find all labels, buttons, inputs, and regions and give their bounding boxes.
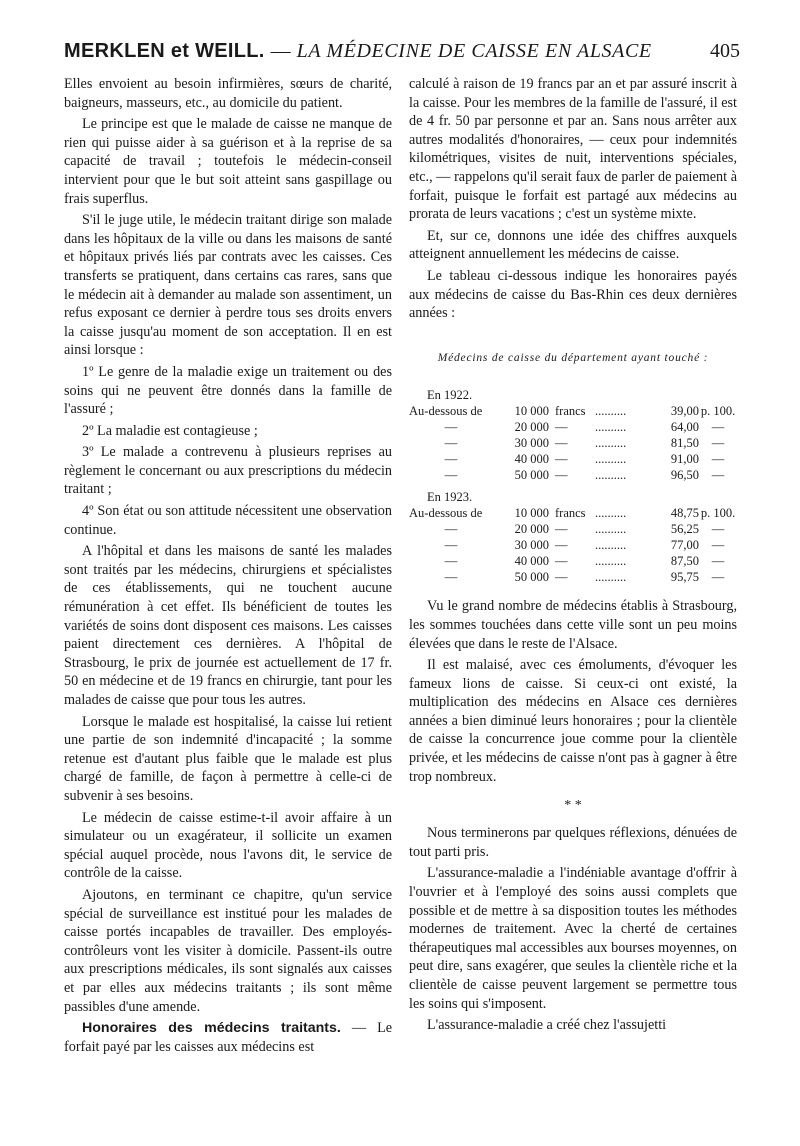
table-row bbox=[409, 537, 737, 553]
row-label-cell: Au-dessous de bbox=[409, 506, 483, 521]
suffix-cell: — bbox=[711, 436, 725, 451]
table-row bbox=[409, 553, 737, 569]
table-row bbox=[409, 505, 737, 521]
paragraph: Et, sur ce, donnons une idée des chiffres auxquels atteignent annuellement les médecins de caisse. bbox=[409, 227, 737, 263]
amount-cell: 50 000 bbox=[514, 468, 549, 483]
dot-leader-cell: .......... bbox=[595, 436, 627, 451]
section-text: Le forfait payé par les caisses aux médecins est bbox=[64, 1020, 393, 1055]
table-row bbox=[409, 419, 737, 435]
suffix-cell: p. 100. bbox=[700, 404, 736, 419]
dot-leader-cell: .......... bbox=[595, 538, 627, 553]
paragraph: Ajoutons, en terminant ce chapitre, qu'un service spécial de surveillance est institué pour les malades de caisse portés incapables de travailler. Des employés-contrôleurs vont les visiter à domicile. Passent-ils outre aux prescriptions médicales, ils sont signalés aux caisses et par elles aux médecins traitants ; ils sont même passibles d'une amende. bbox=[64, 886, 392, 1015]
suffix-cell: — bbox=[711, 538, 725, 553]
percentage-cell: 77,00 bbox=[670, 538, 699, 553]
section-heading-dash: — bbox=[351, 1020, 367, 1037]
dot-leader-cell: .......... bbox=[595, 522, 627, 537]
paragraph: Lorsque le malade est hospitalisé, la caisse lui retient une partie de son indemnité d'incapacité ; la somme retenue est d'autant plus faible que le malade est plus chargé de famille, de façon à permettre à celle-ci de subvenir à ses besoins. bbox=[64, 713, 392, 804]
suffix-cell: p. 100. bbox=[700, 506, 736, 521]
table-row bbox=[409, 521, 737, 537]
amount-cell: 10 000 bbox=[514, 506, 549, 521]
paragraph: Nous terminerons par quelques réflexions, dénuées de tout parti pris. bbox=[409, 825, 737, 860]
table-row bbox=[409, 467, 737, 483]
row-label-cell: — bbox=[444, 436, 458, 451]
unit-cell: — bbox=[555, 452, 568, 467]
table-row bbox=[409, 403, 737, 419]
percentage-cell: 48,75 bbox=[670, 506, 699, 521]
row-label-cell: — bbox=[444, 554, 458, 569]
suffix-cell: — bbox=[711, 452, 725, 467]
suffix-cell: — bbox=[711, 554, 725, 569]
list-item: 3º Le malade a contrevenu à plusieurs reprises au règlement le concernant ou aux prescriptions du médecin traitant ; bbox=[64, 444, 392, 498]
list-item: 4º Son état ou son attitude nécessitent une observation continue. bbox=[64, 503, 392, 538]
paragraph: Il est malaisé, avec ces émoluments, d'évoquer les fameux lions de caisse. Si ceux-ci ont existé, la multiplication des médecins en Alsace ces dernières années a bien diminué leurs honoraires ; pour la clientèle de caisse la concurrence joue comme pour la clientèle privée, et les médecins de caisse n'ont pas à gagner à être trop nombreux. bbox=[409, 657, 737, 785]
amount-cell: 40 000 bbox=[514, 452, 549, 467]
right-column bbox=[409, 75, 737, 1038]
percentage-cell: 64,00 bbox=[670, 420, 699, 435]
section-separator: * * bbox=[564, 798, 582, 814]
dot-leader-cell: .......... bbox=[595, 404, 627, 419]
paragraph: Le principe est que le malade de caisse ne manque de rien qui puisse aider à sa guérison et à la reprise de sa capacité de travail ; toutefois le médecin-conseil intervient pour que le but soit atteint sans gaspillage ou frais superflus. bbox=[64, 116, 392, 207]
section-paragraph bbox=[64, 1019, 392, 1056]
row-label-cell: Au-dessous de bbox=[409, 404, 483, 419]
amount-cell: 40 000 bbox=[514, 554, 549, 569]
unit-cell: — bbox=[555, 570, 568, 585]
row-label-cell: — bbox=[444, 570, 458, 585]
unit-cell: — bbox=[555, 436, 568, 451]
suffix-cell: — bbox=[711, 570, 725, 585]
table-row bbox=[409, 451, 737, 467]
paragraph: L'assurance-maladie a créé chez l'assujetti bbox=[427, 1017, 667, 1034]
left-column bbox=[64, 75, 392, 1059]
unit-cell: — bbox=[555, 538, 568, 553]
amount-cell: 30 000 bbox=[514, 436, 549, 451]
header-dash: — bbox=[270, 40, 291, 62]
percentage-cell: 96,50 bbox=[670, 468, 699, 483]
amount-cell: 20 000 bbox=[514, 420, 549, 435]
dot-leader-cell: .......... bbox=[595, 452, 627, 467]
percentage-cell: 39,00 bbox=[670, 404, 699, 419]
unit-cell: — bbox=[555, 554, 568, 569]
paragraph: Le médecin de caisse estime-t-il avoir affaire à un simulateur ou un exagérateur, il sollicite un examen spécial auquel procède, nous l'avons dit, le service de contrôle de la caisse. bbox=[64, 809, 392, 882]
table-row bbox=[409, 435, 737, 451]
table-year-label: En 1923. bbox=[427, 490, 473, 505]
percentage-cell: 87,50 bbox=[670, 554, 699, 569]
row-label-cell: — bbox=[444, 468, 458, 483]
dot-leader-cell: .......... bbox=[595, 468, 627, 483]
paragraph: A l'hôpital et dans les maisons de santé les malades sont traités par les médecins, chirurgiens et spécialistes de ces établissements, qui ne touchent aucune rémunération à cet effet. Ils bénéficient de toutes les variétés de soins dont disposent ces maisons. Les caisses paient directement ces dernières. A l'hôpital de Strasbourg, le prix de journée est actuellement de 17 fr. 50 en médecine et de 19 francs en chirurgie, tant pour les malades de caisse que pour tous les autres. bbox=[64, 543, 392, 708]
section-heading: Honoraires des médecins traitants. bbox=[82, 1020, 341, 1037]
suffix-cell: — bbox=[711, 468, 725, 483]
table-caption: Médecins de caisse du département ayant touché : bbox=[437, 351, 709, 364]
list-item: 2º La maladie est contagieuse ; bbox=[82, 422, 258, 439]
fees-table bbox=[409, 381, 737, 585]
suffix-cell: — bbox=[711, 522, 725, 537]
running-header bbox=[64, 38, 740, 64]
dot-leader-cell: .......... bbox=[595, 570, 627, 585]
paragraph: L'assurance-maladie a l'indéniable avantage d'offrir à l'ouvrier et à l'employé des soins aussi complets que possible et de mettre à sa disposition toutes les méthodes modernes de traitement. Avec la cherté de certaines thérapeutiques mal accessibles aux bourses moyennes, on peut dire, sans exagérer, que seules la clientèle riche et la clientèle de caisse peuvent largement se permettre tous les soins qui s'imposent. bbox=[409, 865, 737, 1012]
percentage-cell: 81,50 bbox=[670, 436, 699, 451]
amount-cell: 10 000 bbox=[514, 404, 549, 419]
paragraph: S'il le juge utile, le médecin traitant dirige son malade dans les hôpitaux de la ville ou dans les maisons de santé et hôpitaux privés liés par contrats avec les caisses. Ces transferts se pratiquent, dans certains cas rares, sans que le médecin ait à demander au malade son assentiment, un refus exposant ce dernier à perdre tous ses droits envers la caisse jusqu'au moment de son acceptation. Il en est ainsi lorsque : bbox=[64, 212, 392, 359]
page-number: 405 bbox=[710, 40, 740, 62]
paragraph: Le tableau ci-dessous indique les honoraires payés aux médecins de caisse du Bas-Rhin ces deux dernières années : bbox=[409, 267, 737, 322]
unit-cell: francs bbox=[555, 506, 586, 521]
table-year-row bbox=[409, 381, 737, 403]
header-authors: MERKLEN et WEILL. bbox=[64, 40, 265, 62]
suffix-cell: — bbox=[711, 420, 725, 435]
amount-cell: 30 000 bbox=[514, 538, 549, 553]
unit-cell: — bbox=[555, 522, 568, 537]
amount-cell: 50 000 bbox=[514, 570, 549, 585]
list-item: 1º Le genre de la maladie exige un traitement ou des soins qui ne peuvent être donnés dans la famille de l'assuré ; bbox=[64, 363, 392, 418]
row-label-cell: — bbox=[444, 522, 458, 537]
dot-leader-cell: .......... bbox=[595, 506, 627, 521]
table-year-label: En 1922. bbox=[427, 388, 473, 403]
dot-leader-cell: .......... bbox=[595, 420, 627, 435]
row-label-cell: — bbox=[444, 538, 458, 553]
paragraph: Elles envoient au besoin infirmières, sœurs de charité, baigneurs, masseurs, etc., au domicile du patient. bbox=[64, 76, 392, 111]
row-label-cell: — bbox=[444, 452, 458, 467]
paragraph-continued: calculé à raison de 19 francs par an et par assuré inscrit à la caisse. Pour les membres de la famille de l'assuré, il est de 4 fr. 50 par personne et par an. Sans nous arrêter aux autres modalités d'honoraires, — ceux pour indemnités kilométriques, visites de nuit, interventions spéciales, etc., — rappelons qu'il serait faux de parler de paiement à forfait, puisque le forfait est partagé aux médecins au prorata de leurs vacations ; c'est un système mixte. bbox=[409, 76, 737, 223]
percentage-cell: 56,25 bbox=[670, 522, 699, 537]
header-title: LA MÉDECINE DE CAISSE EN ALSACE bbox=[296, 40, 652, 62]
table-row bbox=[409, 569, 737, 585]
unit-cell: — bbox=[555, 420, 568, 435]
row-label-cell: — bbox=[444, 420, 458, 435]
percentage-cell: 95,75 bbox=[670, 570, 699, 585]
table-year-row bbox=[409, 483, 737, 505]
paragraph: Vu le grand nombre de médecins établis à Strasbourg, les sommes touchées dans cette ville sont un peu moins élevées que dans le reste de l'Alsace. bbox=[409, 598, 737, 652]
unit-cell: — bbox=[555, 468, 568, 483]
unit-cell: francs bbox=[555, 404, 586, 419]
amount-cell: 20 000 bbox=[514, 522, 549, 537]
dot-leader-cell: .......... bbox=[595, 554, 627, 569]
percentage-cell: 91,00 bbox=[670, 452, 699, 467]
